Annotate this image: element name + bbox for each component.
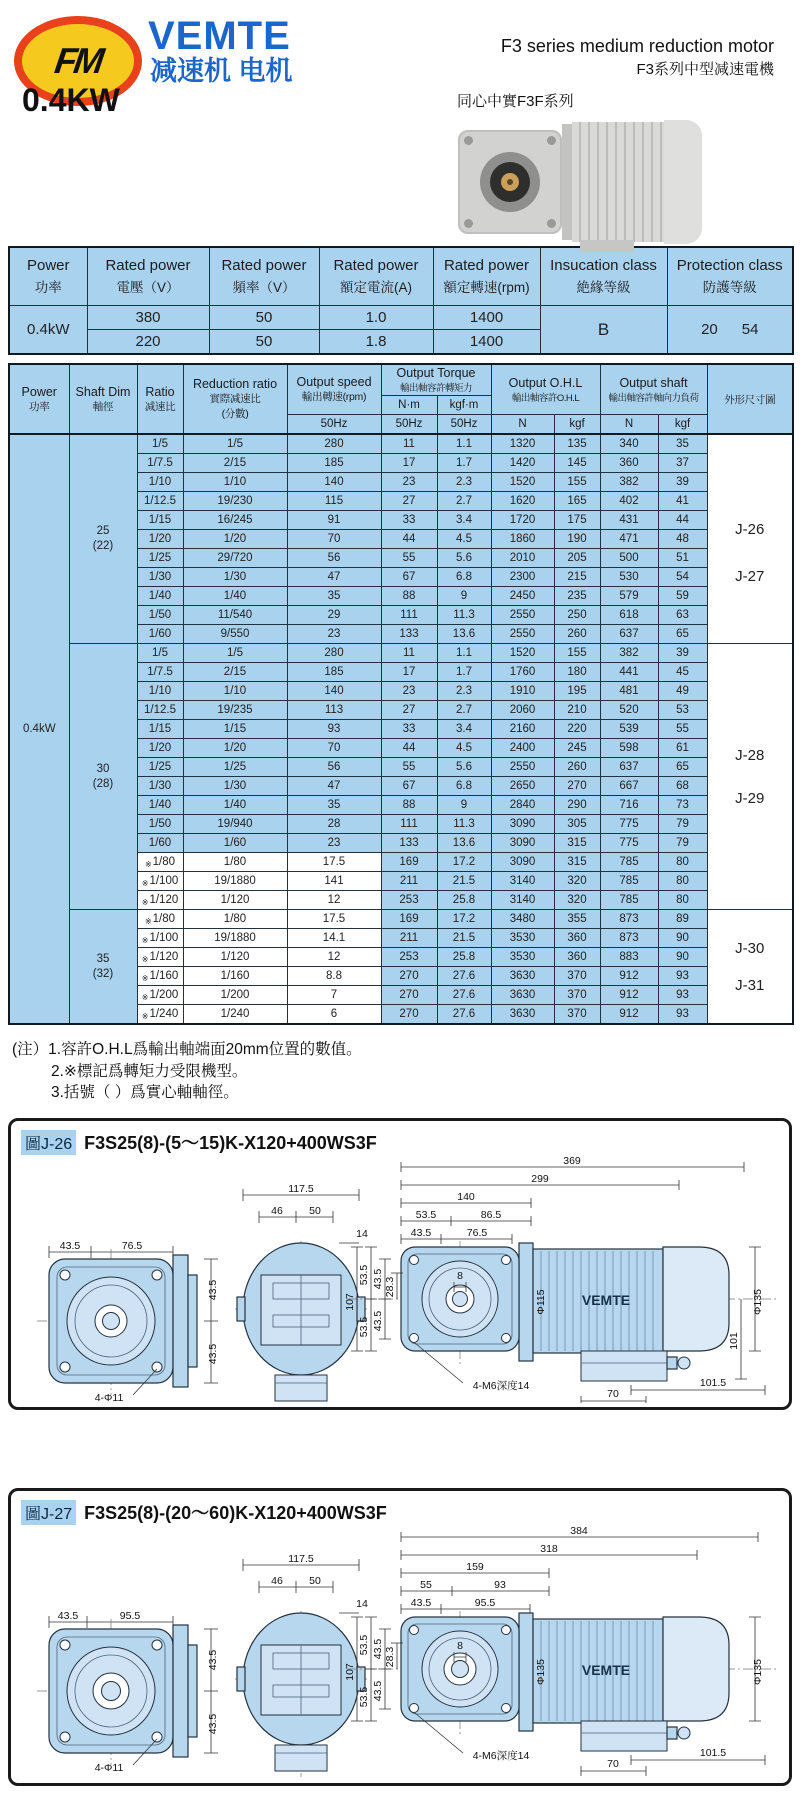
dim-label: 101.5 bbox=[699, 1747, 727, 1760]
dim-label: 117.5 bbox=[288, 1183, 314, 1196]
spec-row: ※1/80 1/80 17.5 169 17.2 3090 315 785 80 bbox=[9, 853, 793, 872]
dim-label: 28.3 bbox=[384, 1276, 396, 1298]
dim-label: 107 bbox=[344, 1663, 356, 1681]
spec-row: 1/10 1/10 140 23 2.3 1910 195 481 49 bbox=[9, 682, 793, 701]
hz: 50Hz bbox=[381, 415, 437, 435]
shaft-dim-cell: 25 (22) bbox=[69, 434, 137, 644]
spec-row: 1/40 1/40 35 88 9 2450 235 579 59 bbox=[9, 587, 793, 606]
dim-label: 43.5 bbox=[207, 1713, 219, 1735]
dim-label: 159 bbox=[466, 1561, 484, 1574]
diagram-panel-j27 bbox=[8, 1488, 792, 1786]
dim-label: 95.5 bbox=[474, 1597, 496, 1610]
cell: 380 bbox=[87, 306, 209, 330]
dim-label: 43.5 bbox=[57, 1610, 79, 1623]
spec-row: 1/12.5 19/235 113 27 2.7 2060 210 520 53 bbox=[9, 701, 793, 720]
dim-label: Φ135 bbox=[535, 1659, 547, 1686]
spec-row: ※1/160 1/160 8.8 270 27.6 3630 370 912 93 bbox=[9, 967, 793, 986]
dim-label: 46 bbox=[271, 1575, 283, 1588]
col-figure: 外形尺寸圖 bbox=[707, 364, 793, 434]
col-ratio: Ratio 减速比 bbox=[137, 364, 183, 434]
product-photo bbox=[430, 116, 702, 248]
dim-label: 318 bbox=[540, 1543, 558, 1556]
spec-row: 1/20 1/20 70 44 4.5 1860 190 471 48 bbox=[9, 530, 793, 549]
dim-label: 70 bbox=[607, 1758, 619, 1771]
diagram-panel-j26 bbox=[8, 1118, 792, 1410]
spec-row: 1/15 1/15 93 33 3.4 2160 220 539 55 bbox=[9, 720, 793, 739]
header-row bbox=[9, 364, 793, 396]
col-header: Power 功率 bbox=[9, 247, 87, 306]
spec-row: 0.4kW 25 (22) 1/5 1/5 280 11 1.1 1320 135 340 35 J-26 J-27 bbox=[9, 434, 793, 454]
power-heading: 0.4KW bbox=[22, 82, 120, 118]
col-shaft: Shaft Dim 軸徑 bbox=[69, 364, 137, 434]
series-title-zh: F3系列中型减速電機 bbox=[636, 61, 774, 78]
footnotes bbox=[12, 1039, 800, 1104]
dim-label: 28.3 bbox=[384, 1646, 396, 1668]
power-rating-table bbox=[8, 246, 794, 355]
dim-label: Φ135 bbox=[752, 1659, 764, 1686]
spec-row: 1/7.5 2/15 185 17 1.7 1420 145 360 37 bbox=[9, 454, 793, 473]
figure-ref-cell: J-26 J-27 bbox=[707, 434, 793, 644]
dim-label: 384 bbox=[570, 1525, 588, 1538]
dim-label: 43.5 bbox=[372, 1310, 384, 1332]
dim-label: 53.5 bbox=[415, 1209, 437, 1222]
dim-label: 107 bbox=[344, 1293, 356, 1311]
spec-row: 1/25 29/720 56 55 5.6 2010 205 500 51 bbox=[9, 549, 793, 568]
col-header: Rated power 電壓（V） bbox=[87, 247, 209, 306]
spec-row: 1/7.5 2/15 185 17 1.7 1760 180 441 45 bbox=[9, 663, 793, 682]
dim-label: 95.5 bbox=[119, 1610, 141, 1623]
motor-flange bbox=[562, 124, 572, 240]
spec-row: 1/50 11/540 29 111 11.3 2550 250 618 63 bbox=[9, 606, 793, 625]
dim-label: 55 bbox=[420, 1579, 432, 1592]
dim-label: 101.5 bbox=[699, 1377, 727, 1390]
col-header: Insucation class 絶緣等級 bbox=[540, 247, 667, 306]
brand-name: VEMTE bbox=[148, 14, 291, 58]
hz: 50Hz bbox=[287, 415, 381, 435]
brand-on-motor: VEMTE bbox=[581, 1662, 631, 1679]
dim-label: 50 bbox=[309, 1575, 321, 1588]
page-header bbox=[0, 0, 800, 246]
spec-row: ※1/120 1/120 12 253 25.8 3530 360 883 90 bbox=[9, 948, 793, 967]
power-cell: 0.4kW bbox=[9, 306, 87, 355]
note-line: 2.※標記爲轉矩力受限機型。 bbox=[51, 1062, 248, 1080]
gearbox-front bbox=[458, 130, 562, 234]
dim-label: 53.5 bbox=[358, 1634, 370, 1656]
technical-drawing-j26 bbox=[21, 1155, 787, 1403]
cell: 1400 bbox=[433, 306, 540, 330]
unit-kgfm: kgf·m bbox=[437, 396, 491, 415]
bolt-hole bbox=[547, 219, 556, 228]
spec-row: 35 (32) ※1/80 1/80 17.5 169 17.2 3480 355 873 89 J-30 J-31 bbox=[9, 910, 793, 929]
bolt-hole bbox=[547, 136, 556, 145]
spec-row: 30 (28) 1/5 1/5 280 11 1.1 1520 155 382 39 J-28 J-29 bbox=[9, 644, 793, 663]
hz: 50Hz bbox=[437, 415, 491, 435]
dim-label: 101 bbox=[728, 1332, 740, 1350]
brand-subtitle: 减速机 电机 bbox=[150, 56, 293, 86]
figure-ref-cell: J-28 J-29 bbox=[707, 644, 793, 910]
dim-label: 14 bbox=[356, 1228, 368, 1241]
dim-label: 43.5 bbox=[410, 1597, 432, 1610]
spec-row: 1/12.5 19/230 115 27 2.7 1620 165 402 41 bbox=[9, 492, 793, 511]
dim-label: 43.5 bbox=[207, 1649, 219, 1671]
spec-row: 1/15 16/245 91 33 3.4 1720 175 431 44 bbox=[9, 511, 793, 530]
series-subtitle: 同心中實F3F系列 bbox=[457, 93, 574, 110]
spec-row: ※1/120 1/120 12 253 25.8 3140 320 785 80 bbox=[9, 891, 793, 910]
col-reduction: Reduction ratio 實際减速比 (分數) bbox=[183, 364, 287, 434]
brand-on-motor: VEMTE bbox=[581, 1292, 631, 1309]
dim-label: 76.5 bbox=[121, 1240, 143, 1253]
insulation-cell: B bbox=[540, 306, 667, 355]
col-header: Rated power 額定電流(A) bbox=[319, 247, 433, 306]
spec-table bbox=[8, 363, 794, 1025]
motor-endcap bbox=[664, 120, 702, 244]
holes-label: 4-Φ11 bbox=[94, 1392, 124, 1404]
spec-row: 1/20 1/20 70 44 4.5 2400 245 598 61 bbox=[9, 739, 793, 758]
spec-row: 1/60 9/550 23 133 13.6 2550 260 637 65 bbox=[9, 625, 793, 644]
dim-label: 299 bbox=[531, 1173, 549, 1186]
col-ohl: Output O.H.L 輸出軸容許O.H.L bbox=[491, 364, 600, 415]
col-header: Rated power 頻率（V） bbox=[209, 247, 319, 306]
dim-label: 369 bbox=[563, 1155, 581, 1168]
figure-tag: 圖J-26 bbox=[21, 1130, 76, 1155]
dim-label: Φ135 bbox=[752, 1289, 764, 1316]
dim-label: 46 bbox=[271, 1205, 283, 1218]
spec-row: 1/10 1/10 140 23 2.3 1520 155 382 39 bbox=[9, 473, 793, 492]
spec-row: ※1/200 1/200 7 270 27.6 3630 370 912 93 bbox=[9, 986, 793, 1005]
figure-tag: 圖J-27 bbox=[21, 1500, 76, 1525]
unit-n: N bbox=[600, 415, 658, 435]
dim-label: 43.5 bbox=[207, 1279, 219, 1301]
dim-label: 93 bbox=[494, 1579, 506, 1592]
screws-label: 4-M6深度14 bbox=[472, 1750, 530, 1763]
dim-label: 43.5 bbox=[372, 1638, 384, 1660]
figure-title: F3S25(8)-(5～15)K-X120+400WS3F bbox=[84, 1133, 377, 1154]
shaft-dim-cell: 30 (28) bbox=[69, 644, 137, 910]
header-row bbox=[9, 247, 793, 306]
col-speed: Output speed 輸出轉速(rpm) bbox=[287, 364, 381, 415]
rating-row bbox=[9, 306, 793, 330]
power-cell: 0.4kW bbox=[9, 434, 69, 1024]
spec-row: ※1/100 19/1880 141 211 21.5 3140 320 785 80 bbox=[9, 872, 793, 891]
dim-label: 70 bbox=[607, 1388, 619, 1401]
dim-label: 76.5 bbox=[466, 1227, 488, 1240]
dim-label: 140 bbox=[457, 1191, 475, 1204]
shaft-ring bbox=[480, 152, 540, 212]
dim-label: 43.5 bbox=[372, 1680, 384, 1702]
figure-title: F3S25(8)-(20～60)K-X120+400WS3F bbox=[84, 1503, 387, 1524]
cell: 1.0 bbox=[319, 306, 433, 330]
dim-label: Φ115 bbox=[535, 1289, 547, 1315]
dim-label: 14 bbox=[356, 1598, 368, 1611]
dim-label: 50 bbox=[309, 1205, 321, 1218]
dim-label: 53.5 bbox=[358, 1686, 370, 1708]
col-torque: Output Torque 輸出軸容許轉矩力 bbox=[381, 364, 491, 396]
protection-cell: 20 54 bbox=[667, 306, 793, 355]
col-header: Rated power 額定轉速(rpm) bbox=[433, 247, 540, 306]
unit-kgf: kgf bbox=[554, 415, 600, 435]
cell: 220 bbox=[87, 330, 209, 355]
cell: 1400 bbox=[433, 330, 540, 355]
col-header: Protection class 防護等級 bbox=[667, 247, 793, 306]
dim-label: 43.5 bbox=[410, 1227, 432, 1240]
spec-row: 1/50 19/940 28 111 11.3 3090 305 775 79 bbox=[9, 815, 793, 834]
note-line: (注）1.容許O.H.L爲輸出軸端面20mm位置的數值。 bbox=[12, 1041, 362, 1058]
dim-label: 53.5 bbox=[358, 1316, 370, 1338]
note-line: 3.括號（ ）爲實心軸軸徑。 bbox=[51, 1084, 239, 1102]
dim-label: 43.5 bbox=[207, 1343, 219, 1365]
spec-row: 1/40 1/40 35 88 9 2840 290 716 73 bbox=[9, 796, 793, 815]
cell: 1.8 bbox=[319, 330, 433, 355]
bolt-hole bbox=[464, 219, 473, 228]
series-title-en: F3 series medium reduction motor bbox=[500, 36, 774, 56]
figure-ref-cell: J-30 J-31 bbox=[707, 910, 793, 1025]
screws-label: 4-M6深度14 bbox=[472, 1380, 530, 1393]
holes-label: 4-Φ11 bbox=[94, 1762, 124, 1775]
dim-label: 117.5 bbox=[288, 1553, 314, 1566]
dim-label: 43.5 bbox=[372, 1268, 384, 1290]
unit-n: N bbox=[491, 415, 554, 435]
shaft-dim-cell: 35 (32) bbox=[69, 910, 137, 1025]
dim-label: 8 bbox=[457, 1640, 463, 1653]
col-power: Power 功率 bbox=[9, 364, 69, 434]
logo-monogram: FM bbox=[52, 40, 104, 81]
spec-row: 1/30 1/30 47 67 6.8 2300 215 530 54 bbox=[9, 568, 793, 587]
col-shaft-load: Output shaft 輸出軸容許軸向力負荷 bbox=[600, 364, 707, 415]
cell: 50 bbox=[209, 306, 319, 330]
spec-row: 1/60 1/60 23 133 13.6 3090 315 775 79 bbox=[9, 834, 793, 853]
spec-row: ※1/240 1/240 6 270 27.6 3630 370 912 93 bbox=[9, 1005, 793, 1025]
dim-label: 53.5 bbox=[358, 1264, 370, 1286]
spec-row: ※1/100 19/1880 14.1 211 21.5 3530 360 873 90 bbox=[9, 929, 793, 948]
unit-nm: N·m bbox=[381, 396, 437, 415]
spec-row: 1/30 1/30 47 67 6.8 2650 270 667 68 bbox=[9, 777, 793, 796]
dim-label: 86.5 bbox=[480, 1209, 502, 1222]
dim-label: 43.5 bbox=[59, 1240, 81, 1253]
technical-drawing-j27 bbox=[21, 1525, 787, 1779]
cell: 50 bbox=[209, 330, 319, 355]
dim-label: 8 bbox=[457, 1270, 463, 1283]
motor-body bbox=[572, 122, 664, 242]
terminal-box bbox=[580, 240, 634, 252]
spec-row: 1/25 1/25 56 55 5.6 2550 260 637 65 bbox=[9, 758, 793, 777]
bolt-hole bbox=[464, 136, 473, 145]
unit-kgf: kgf bbox=[658, 415, 707, 435]
